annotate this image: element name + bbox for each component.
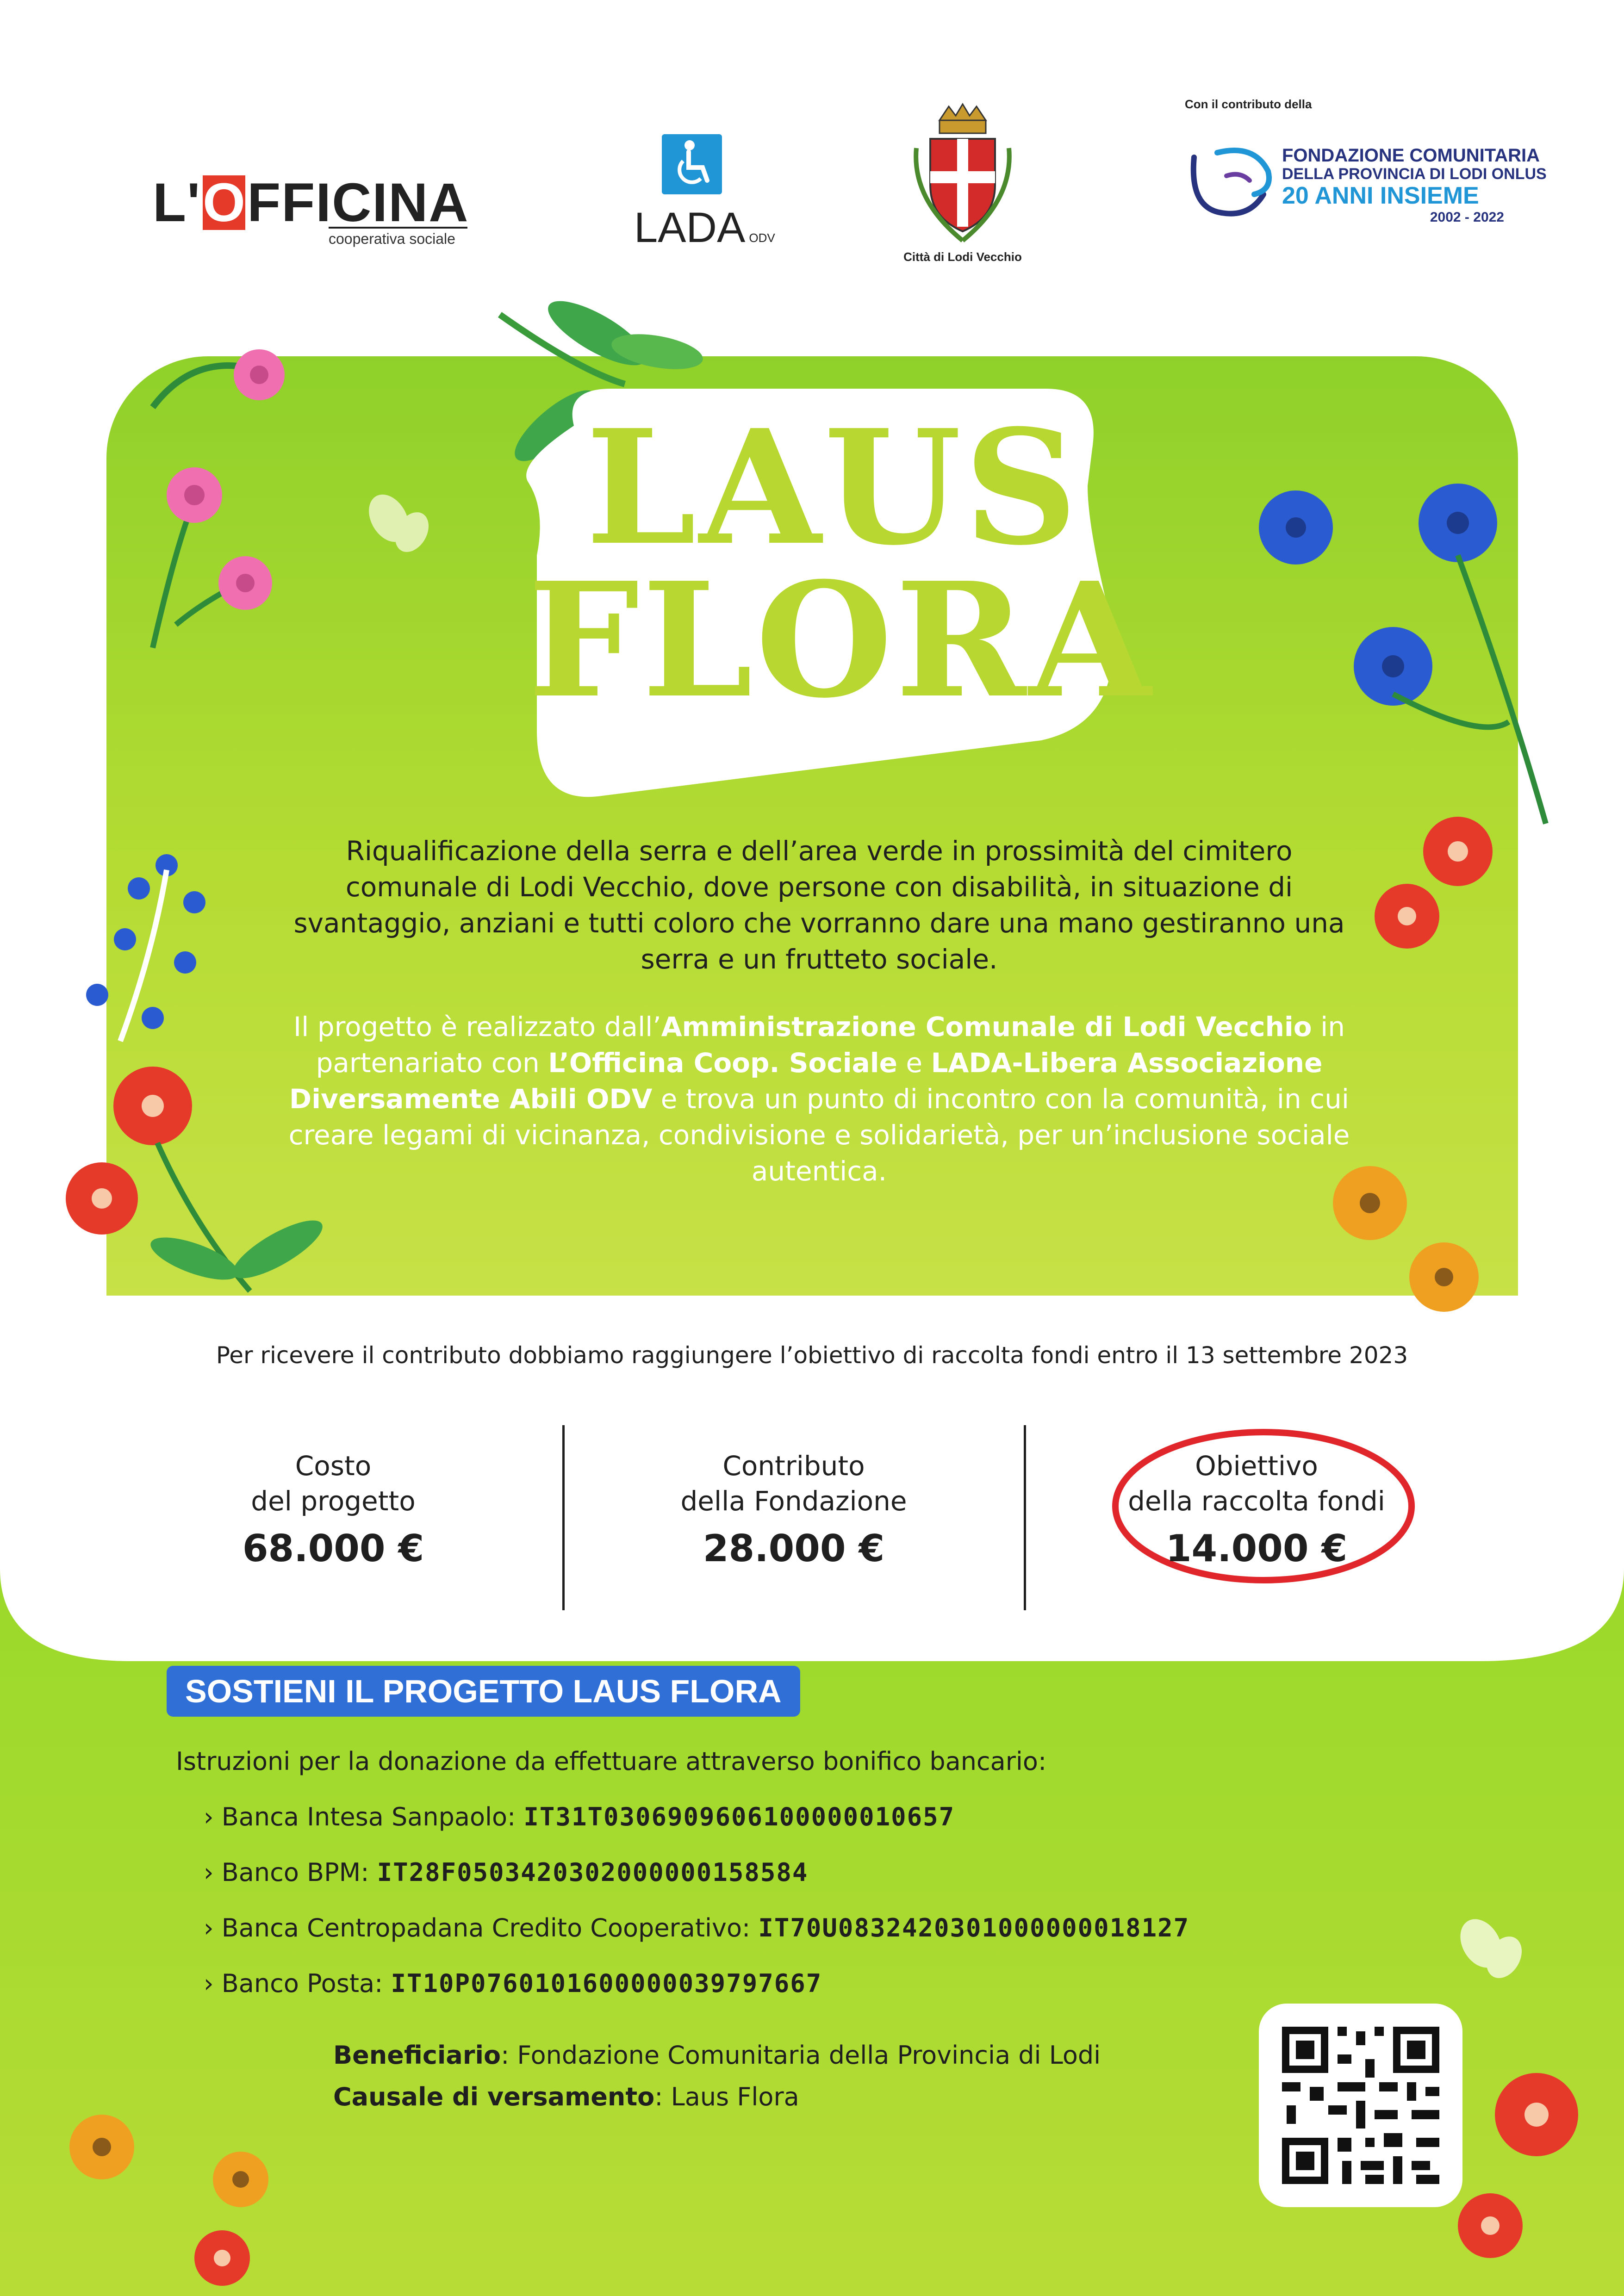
donation-instructions: Istruzioni per la donazione da effettuare attraverso bonifico bancario: <box>176 1747 1047 1776</box>
bullet-arrow-icon: › <box>204 1858 222 1887</box>
partner-officina: L’Officina Coop. Sociale <box>548 1047 897 1079</box>
fondazione-amount: 28.000 € <box>703 1527 885 1570</box>
officina-name-o: O <box>203 172 246 233</box>
cost-amount: 68.000 € <box>242 1527 424 1570</box>
flower-icon <box>1259 484 1497 706</box>
project-description: Riqualificazione della serra e dell’area verde in prossimità del cimitero comunale di Lodi Vecchio, dove persone con disabilità, in situazione di svantaggio, anziani e tutti coloro che vorranno dare una mano gestiranno una serra e un frutteto sociale. <box>293 835 1345 975</box>
iban-bpm: IT28F0503420302000000158584 <box>377 1858 809 1887</box>
causale-line: Causale di versamento: Laus Flora <box>333 2082 799 2111</box>
iban-intesa: IT31T0306909606100000010657 <box>523 1802 955 1831</box>
fondazione-column: Contributo della Fondazione 28.000 € <box>632 1448 956 1574</box>
lada-suffix: ODV <box>749 231 775 245</box>
partner-comune: Amministrazione Comunale di Lodi Vecchio <box>661 1011 1312 1043</box>
deadline-text: Per ricevere il contributo dobbiamo raggiungere l’obiettivo di raccolta fondi entro il 13 settembre 2023 <box>216 1342 1408 1369</box>
lada-name: LADA <box>634 204 746 251</box>
bank-row-posta: › Banco Posta: IT10P0760101600000039797667 <box>204 1969 822 1998</box>
bank-row-intesa: › Banca Intesa Sanpaolo: IT31T0306909606100000010657 <box>204 1802 955 1831</box>
bullet-arrow-icon: › <box>204 1969 222 1998</box>
qr-code-icon[interactable] <box>1259 2004 1462 2207</box>
fondazione-line2: DELLA PROVINCIA DI LODI ONLUS <box>1282 165 1547 183</box>
partner-lada: LADA-Libera Associazione Diversamente Abili ODV <box>289 1047 1323 1115</box>
iban-posta: IT10P0760101600000039797667 <box>391 1969 822 1998</box>
flower-icon <box>153 349 285 407</box>
flower-icon <box>153 467 222 648</box>
bullet-arrow-icon: › <box>204 1913 222 1942</box>
officina-name-left: L' <box>153 172 201 233</box>
city-caption: Città di Lodi Vecchio <box>903 250 1022 264</box>
flower-icon <box>86 854 205 1029</box>
bank-row-centropadana: › Banca Centropadana Credito Cooperativo: IT70U0832420301000000018127 <box>204 1913 1190 1942</box>
fondazione-line3: 20 ANNI INSIEME <box>1282 182 1479 210</box>
beneficiary-line: Beneficiario: Fondazione Comunitaria della Provincia di Lodi <box>333 2041 1101 2070</box>
butterfly-icon <box>361 487 436 558</box>
officina-name-right: FFICINA <box>247 172 469 233</box>
contrib-label: Con il contributo della <box>1185 97 1312 111</box>
flower-icon <box>176 556 272 625</box>
bank-row-bpm: › Banco BPM: IT28F0503420302000000158584 <box>204 1858 809 1887</box>
officina-subtitle: cooperativa sociale <box>329 227 467 248</box>
iban-centropadana: IT70U0832420301000000018127 <box>758 1913 1190 1942</box>
support-heading: SOSTIENI IL PROGETTO LAUS FLORA <box>167 1666 800 1717</box>
project-partners: Il progetto è realizzato dall’Amministrazione Comunale di Lodi Vecchio in partenariato con L’Officina Coop. Sociale e LADA-Libera Associazione Diversamente Abili ODV e trova un punto di incontro con la comunità, in cui creare legami di vicinanza, condivisione e solidarietà, per un’inclusione sociale autentica. <box>288 1011 1350 1187</box>
bullet-arrow-icon: › <box>204 1802 222 1831</box>
goal-amount: 14.000 € <box>1165 1527 1348 1570</box>
title-line1: LAUS <box>585 396 1081 580</box>
cost-column: Costo del progetto 68.000 € <box>171 1448 495 1574</box>
fondazione-line1: FONDAZIONE COMUNITARIA <box>1282 145 1540 166</box>
title-line2: FLORA <box>528 548 1154 733</box>
goal-column: Obiettivo della raccolta fondi 14.000 € <box>1095 1448 1419 1574</box>
fondazione-line4: 2002 - 2022 <box>1430 209 1504 225</box>
